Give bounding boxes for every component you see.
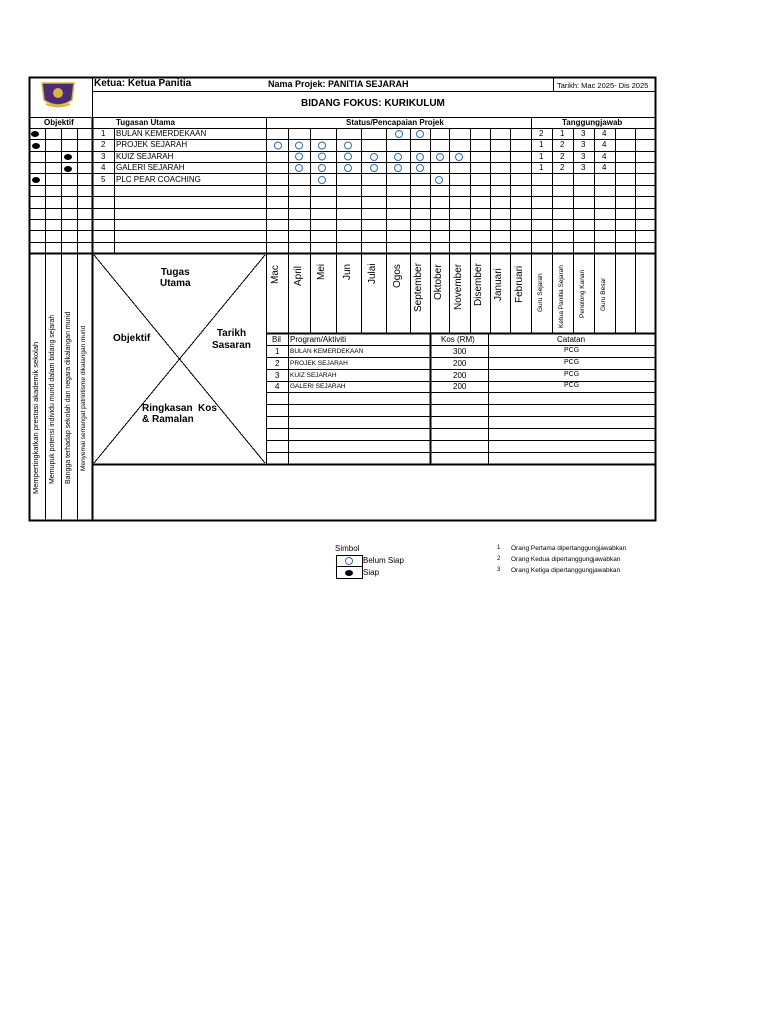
diagram-ringkasan: Ringkasan & Ramalan	[142, 403, 194, 425]
month-label: Ogos	[392, 264, 403, 288]
cost-row-program: PROJEK SEJARAH	[290, 360, 348, 367]
cost-row-bil: 1	[275, 347, 280, 356]
open-circle-icon	[319, 165, 326, 172]
resp-order: 4	[602, 140, 607, 149]
resp-order: 2	[560, 163, 565, 172]
month-label: Oktober	[433, 264, 444, 300]
resp-order: 2	[560, 140, 565, 149]
diagram-objektif: Objektif	[113, 333, 151, 344]
resp-order: 3	[581, 129, 586, 138]
month-label: Julai	[367, 263, 378, 284]
objective-label: Bangga terhadap sekolah dan negara dikalangan murid	[65, 311, 72, 484]
cost-row-catatan: PCG	[564, 347, 580, 354]
resp-order: 3	[581, 163, 586, 172]
legend-title: Simbol	[335, 544, 360, 553]
legend-belum-siap: Belum Siap	[363, 556, 404, 565]
month-label: Disember	[473, 263, 484, 306]
note-number: 3	[497, 567, 501, 573]
open-circle-icon	[275, 142, 282, 149]
ketua-label: Ketua: Ketua Panitia	[94, 78, 192, 89]
open-circle-icon	[319, 142, 326, 149]
diagram-kos: Kos	[198, 403, 217, 414]
open-circle-icon	[395, 154, 402, 161]
cost-header-kos: Kos (RM)	[441, 335, 475, 344]
cost-row-bil: 3	[275, 371, 280, 380]
filled-dot-icon	[64, 166, 72, 172]
resp-order: 2	[539, 129, 544, 138]
task-name: PLC PEAR COACHING	[116, 175, 201, 184]
cost-row-bil: 2	[275, 359, 280, 368]
role-label: Guru Sejarah	[537, 273, 544, 312]
objektif-header: Objektif	[44, 118, 74, 127]
legend-siap: Siap	[363, 568, 380, 577]
task-name: KUIZ SEJARAH	[116, 152, 174, 161]
cost-header-program: Program/Aktiviti	[290, 335, 347, 344]
resp-order: 1	[539, 140, 544, 149]
cost-row-catatan: PCG	[564, 371, 580, 378]
open-circle-icon	[345, 153, 352, 160]
cost-row-program: GALERI SEJARAH	[290, 383, 346, 390]
month-label: Januari	[493, 268, 504, 301]
month-label: April	[293, 265, 304, 286]
cost-row-catatan: PCG	[564, 359, 580, 366]
resp-order: 4	[602, 163, 607, 172]
cost-row-kos: 200	[453, 371, 467, 380]
open-circle-icon	[319, 177, 326, 184]
task-number: 4	[101, 163, 106, 172]
note-number: 1	[497, 545, 501, 551]
open-circle-icon	[345, 165, 352, 172]
date-range: Tarikh: Mac 2025- Dis 2025	[557, 81, 649, 90]
open-circle-icon	[417, 165, 424, 172]
cost-header-bil: Bil	[272, 335, 281, 344]
note-number: 2	[497, 556, 501, 562]
filled-dot-icon	[32, 177, 40, 183]
cost-row-catatan: PCG	[564, 382, 580, 389]
resp-order: 1	[560, 129, 565, 138]
filled-dot-icon	[31, 131, 39, 137]
open-circle-icon	[319, 153, 326, 160]
tanggungjawab-header: Tanggungjawab	[562, 118, 623, 127]
cost-row-program: BULAN KEMERDEKAAN	[290, 348, 364, 355]
open-circle-icon	[456, 154, 463, 161]
role-label: Ketua Panitia Sejarah	[558, 265, 565, 328]
month-label: November	[453, 263, 464, 310]
month-label: Mei	[316, 263, 327, 280]
resp-order: 3	[581, 140, 586, 149]
role-label: Guru Besar	[600, 277, 607, 311]
month-label: Februari	[514, 265, 525, 303]
cost-row-kos: 200	[453, 359, 467, 368]
role-label: Penolong Kanan	[579, 269, 586, 318]
cost-header-catatan: Catatan	[557, 335, 586, 344]
open-circle-icon	[296, 153, 303, 160]
open-circle-icon	[296, 165, 303, 172]
month-label: September	[413, 263, 424, 312]
open-circle-icon	[371, 165, 378, 172]
note-text: Orang Kedua dipertanggungjawabkan	[511, 556, 621, 563]
task-number: 3	[101, 152, 106, 161]
objective-label: Mempertingkatkan prestasi akademik sekolah	[31, 341, 40, 494]
task-name: GALERI SEJARAH	[116, 163, 185, 172]
tugasan-utama-header: Tugasan Utama	[116, 118, 175, 127]
task-name: PROJEK SEJARAH	[116, 140, 188, 149]
cost-row-kos: 300	[453, 347, 467, 356]
month-label: Jun	[342, 263, 353, 280]
task-number: 5	[101, 175, 106, 184]
filled-dot-icon	[32, 143, 40, 149]
status-header: Status/Pencapaian Projek	[346, 118, 444, 127]
task-number: 2	[101, 140, 106, 149]
cost-row-bil: 4	[275, 382, 280, 391]
cost-row-kos: 200	[453, 382, 467, 391]
resp-order: 4	[602, 152, 607, 161]
filled-dot-icon	[345, 570, 353, 576]
open-circle-icon	[437, 154, 444, 161]
diagram-tugas-utama: Tugas Utama	[160, 267, 191, 289]
objective-label: Menyemai semangat patriotisme dikalangan murid	[80, 325, 87, 471]
month-label: Mac	[270, 265, 281, 284]
task-name: BULAN KEMERDEKAAN	[116, 129, 207, 138]
open-circle-icon	[345, 142, 352, 149]
objective-label: Memupuk potensi individu murid dalam bidang sejarah	[49, 314, 56, 484]
focus-area-title: BIDANG FOKUS: KURIKULUM	[301, 98, 445, 109]
note-text: Orang Ketiga dipertanggungjawabkan	[511, 567, 621, 574]
resp-order: 4	[602, 129, 607, 138]
resp-order: 1	[539, 152, 544, 161]
open-circle-icon	[296, 142, 303, 149]
resp-order: 2	[560, 152, 565, 161]
resp-order: 3	[581, 152, 586, 161]
task-number: 1	[101, 129, 106, 138]
open-circle-icon	[346, 558, 353, 565]
open-circle-icon	[396, 131, 403, 138]
note-text: Orang Pertama dipertanggungjawabkan	[511, 545, 627, 552]
filled-dot-icon	[64, 154, 72, 160]
diagram-tarikh-sasaran: Tarikh Sasaran	[212, 328, 251, 351]
open-circle-icon	[417, 131, 424, 138]
cost-row-program: KUIZ SEJARAH	[290, 372, 337, 379]
open-circle-icon	[395, 165, 402, 172]
open-circle-icon	[417, 154, 424, 161]
project-name: Nama Projek: PANITIA SEJARAH	[268, 79, 409, 89]
open-circle-icon	[436, 177, 443, 184]
open-circle-icon	[371, 154, 378, 161]
resp-order: 1	[539, 163, 544, 172]
